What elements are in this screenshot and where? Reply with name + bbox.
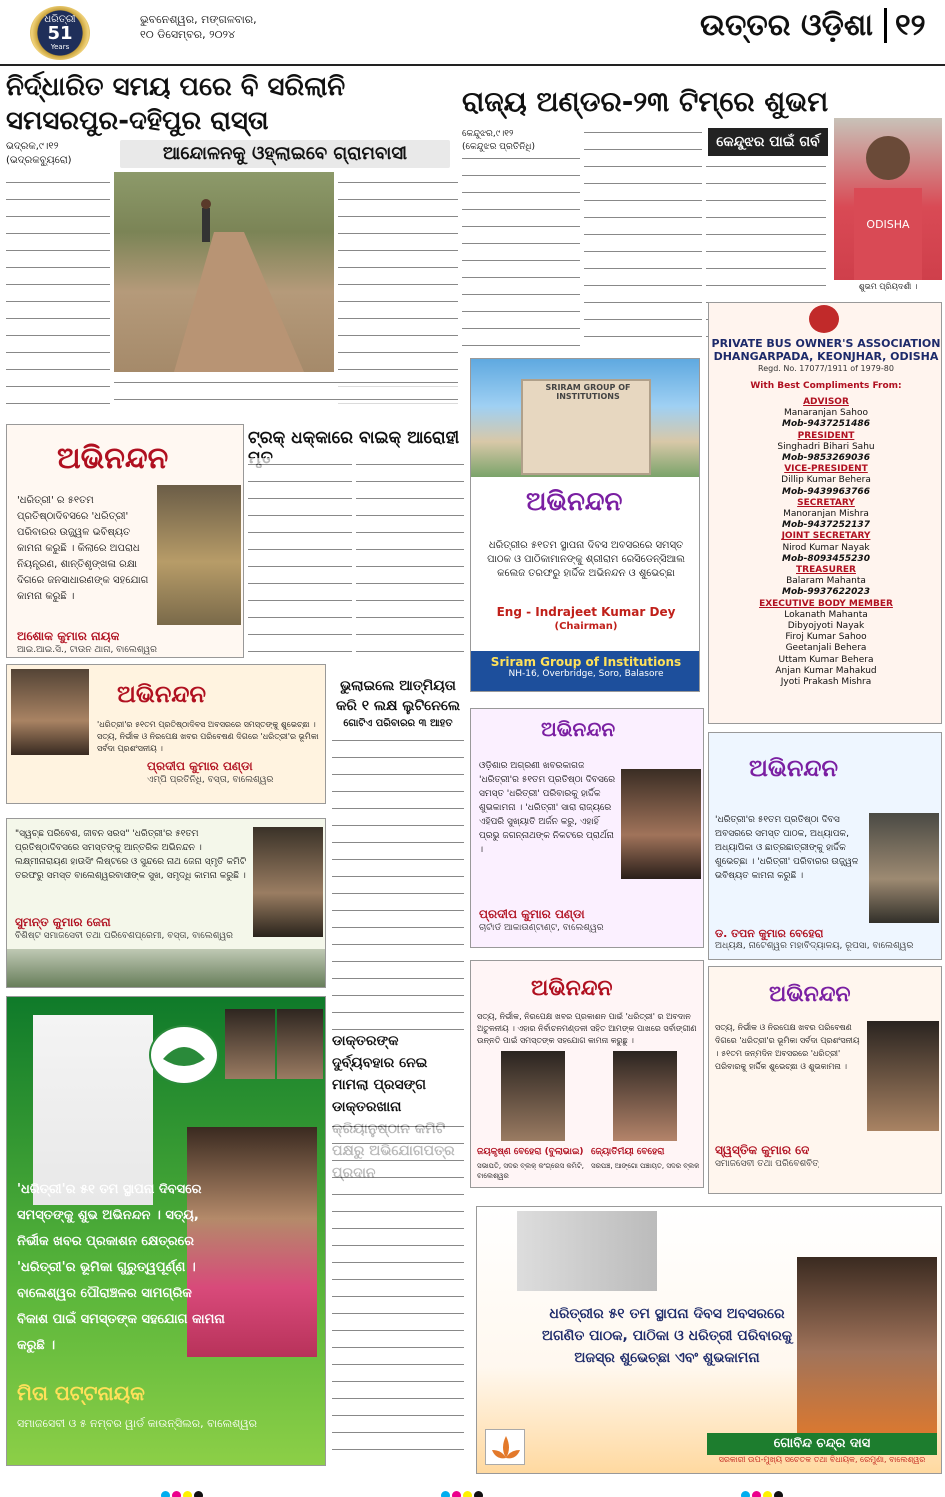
bus-row-role: VICE-PRESIDENT — [784, 464, 868, 475]
bus-row-name: Geetanjali Behera — [785, 643, 867, 654]
story2-player-photo — [834, 118, 942, 280]
bus-row-mob: Mob-9437252137 — [782, 520, 870, 531]
tapan-photo — [869, 813, 939, 923]
ad-jayakrushna-behera[interactable] — [470, 960, 704, 1188]
sriram-footer — [471, 651, 700, 692]
ad-mita-pattnaik[interactable] — [6, 996, 326, 1466]
story2-body-col2 — [584, 126, 702, 352]
story1-road-photo — [114, 172, 334, 372]
registration-dots-2 — [440, 1485, 484, 1497]
sriram-address: NH-16, Overbridge, Soro, Balasore — [508, 669, 664, 679]
story5-body — [332, 1120, 464, 1460]
bus-row-name: Nirod Kumar Nayak — [782, 542, 870, 553]
bus-row-mob: Mob-9439963766 — [782, 486, 870, 497]
swastik-message: ସତ୍ୟ, ନିର୍ଭୀକ ଓ ନିରପେକ୍ଷ ଖବର ପରିବେଷଣ ଦିଗରେ 'ଧରିତ୍ରୀ'ର ଭୂମିକା ସର୍ବଦା ପ୍ରଶଂସନୀୟ । ୫୧ତମ ଜନ୍ମଦିନ ଅବସରରେ 'ଧରିତ୍ରୀ' ପରିବାରକୁ ହାର୍ଦ୍ଦିକ ଶୁଭେଚ୍ଛା ଓ ଶୁଭକାମନା । — [715, 1023, 860, 1071]
bus-row-mob: Mob-9937622023 — [782, 587, 870, 598]
bus-row-name: Lokanath Mahanta — [784, 609, 868, 620]
jaya-name-1: ଜୟକୃଷ୍ଣ ବେହେରା (ବୁଲାଭାଇ) — [477, 1147, 584, 1157]
jaya-designation-1: ସଭାପତି, ସଦର ବ୍ଲକ୍ କଂଗ୍ରେସ କମିଟି, ବାଲେଶ୍ୱର — [477, 1162, 584, 1180]
jaya-designation-2: ସରପଞ୍ଚ, ଆଙ୍ଗୋ ପଞ୍ଚାୟତ, ସଦର ବ୍ଲକ — [591, 1162, 700, 1170]
jaya-photo-1 — [501, 1051, 565, 1141]
story4-body — [332, 734, 464, 1034]
story5-headline[interactable]: ଡାକ୍ତରଙ୍କ ଦୁର୍ବ୍ୟବହାର ନେଇ ମାମଲା ପ୍ରସଙ୍ଗ ଡାକ୍ତରଖାନା — [332, 1033, 428, 1115]
swastik-abhinandan: ଅଭିନନ୍ଦନ — [769, 981, 851, 1007]
story1-headline[interactable]: ନିର୍ଦ୍ଧାରିତ ସମୟ ପରେ ବି ସରିଲାନି ସମସରପୁର-ଦହିପୁର ରାସ୍ତା — [6, 72, 346, 136]
police-name: ଅଶୋକ କୁମାର ନାୟକ — [17, 629, 120, 643]
panda-name: ପ୍ରଦୀପ କୁମାର ପଣ୍ଡା — [147, 759, 253, 773]
bus-row-role: JOINT SECRETARY — [781, 531, 871, 542]
dateline — [140, 12, 300, 42]
conch-icon — [151, 1027, 217, 1083]
ad-swastik-dey[interactable] — [708, 966, 942, 1194]
lotus-symbol-icon — [486, 1430, 525, 1465]
govinda-name: ଗୋବିନ୍ଦ ଚନ୍ଦ୍ର ଦାସ — [707, 1433, 937, 1455]
story2-photo-caption: ଶୁଭମ ପ୍ରିୟଦର୍ଶୀ । — [858, 282, 918, 291]
bus-row-name: Manoranjan Mishra — [783, 509, 869, 520]
govinda-message: ଧରିତ୍ରୀର ୫୧ ତମ ସ୍ଥାପନା ଦିବସ ଅବସରରେ ଅଗଣିତ ପାଠକ, ପାଠିକା ଓ ଧରିତ୍ରୀ ପରିବାରକୁ ଅଜସ୍ର ଶୁଭେଚ୍ଛା ଏବଂ ଶୁଭକାମନା — [541, 1306, 793, 1366]
tapan-abhinandan: ଅଭିନନ୍ଦନ — [749, 753, 838, 782]
ad-bus-association[interactable] — [708, 302, 942, 724]
swastik-photo — [867, 1021, 939, 1131]
jaya-photo-2 — [613, 1051, 677, 1141]
cyan-dot-icon — [161, 1491, 170, 1497]
sumanta-photo — [253, 827, 323, 937]
pradeep-designation: ଚାର୍ଟାର୍ଡ ଆକାଉଣ୍ଟାଣ୍ଟ, ବାଲେଶ୍ୱର — [479, 923, 604, 933]
bus-row-name: Balaram Mahanta — [786, 576, 866, 587]
bus-row-role: PRESIDENT — [797, 430, 855, 441]
sumanta-name: ସୁମନ୍ତ କୁମାର ଜେନା — [15, 915, 111, 929]
bus-row-name: Uttam Kumar Behera — [778, 654, 874, 665]
tapan-designation: ଅଧ୍ୟକ୍ଷ, ନାଟେଶ୍ୱର ମହାବିଦ୍ୟାଳୟ, ରୂପସା, ବାଲେଶ୍ୱର — [715, 941, 914, 951]
pradeep-abhinandan: ଅଭିନନ୍ଦନ — [541, 717, 616, 741]
section-title: ଉତ୍ତର ଓଡ଼ିଶା — [700, 8, 874, 43]
story2-dateline-bureau: (କେନ୍ଦୁଝର ପ୍ରତିନିଧି) — [462, 142, 536, 152]
bus-row-name: Manaranjan Sahoo — [784, 408, 868, 419]
mita-designation: ସମାଜସେବୀ ଓ ୫ ନମ୍ବର ୱାର୍ଡ କାଉନ୍‌ସିଲର, ବାଲେଶ୍ୱର — [17, 1417, 257, 1430]
panda-photo — [11, 669, 89, 755]
party-member-photo-2 — [277, 1009, 323, 1079]
story1-dateline-bureau: (ଭଦ୍ରକବ୍ୟୁରୋ) — [6, 155, 72, 166]
bus-row-mob: Mob-9853269036 — [782, 453, 870, 464]
ad-police-officer[interactable] — [6, 424, 244, 658]
swastik-name: ସ୍ୱସ୍ତିକ କୁମାର ଦେ — [715, 1143, 810, 1157]
govinda-designation: ସରକାରୀ ଉପ-ମୁଖ୍ୟ ସଚେତକ ତଥା ବିଧାୟକ, ରେମୁଣା, ବାଲେଶ୍ୱର — [718, 1455, 926, 1464]
govinda-photo — [797, 1257, 937, 1447]
story2-tag: କେନ୍ଦୁଝର ପାଇଁ ଗର୍ବ — [708, 128, 828, 156]
black-dot-icon — [194, 1491, 203, 1497]
ad-pradeep-panda-bjp[interactable] — [6, 664, 326, 804]
bus-row-name: Singhadri Bihari Sahu — [777, 441, 875, 452]
magenta-dot-icon — [172, 1491, 181, 1497]
story3-body-col1 — [248, 458, 352, 654]
forest-image — [7, 949, 326, 988]
black-dot-icon — [774, 1491, 783, 1497]
sriram-campus-photo — [471, 359, 700, 477]
black-dot-icon — [474, 1491, 483, 1497]
ad-pradeep-ca[interactable] — [470, 708, 704, 948]
bus-row-name: Dillip Kumar Behera — [781, 475, 871, 486]
ad-sriram-group[interactable] — [470, 358, 700, 692]
party-member-photo-1 — [225, 1009, 275, 1079]
logo-number: 51 — [47, 23, 73, 44]
sumanta-message: "ସ୍ୱଚ୍ଛ ପରିବେଶ, ଜୀବନ ସରସ" 'ଧରିତ୍ରୀ'ର ୫୧ତମ ପ୍ରତିଷ୍ଠାଦିବସରେ ସମସ୍ତଙ୍କୁ ଆନ୍ତରିକ ଅଭିନନ୍ଦନ । ଲକ୍ଷ୍ମୀନାରାୟଣ ହାଉସିଂ ଲିଷ୍ଟରେ ଓ ସୁନ୍ଦରେ ନାଥ ଜେନା ସ୍ମୃତି କମିଟି ତରଫରୁ ସମସ୍ତ ବାଲେଶ୍ୱରବାସୀଙ୍କ ସୁଖ, ସମୃଦ୍ଧି କାମନା କରୁଛି । — [15, 829, 247, 881]
sumanta-designation: ବିଶିଷ୍ଟ ସମାଜସେବୀ ତଥା ପରିବେଶପ୍ରେମୀ, ବସ୍ତା, ବାଲେଶ୍ୱର — [15, 931, 233, 941]
svg-text:ODISHA: ODISHA — [866, 218, 910, 231]
sriram-building-name: SRIRAM GROUP OF INSTITUTIONS — [545, 383, 631, 401]
bus-title: PRIVATE BUS OWNER'S ASSOCIATION — [711, 337, 941, 350]
sriram-org: Sriram Group of Institutions — [490, 655, 682, 669]
bus-row-mob: Mob-9437251486 — [782, 419, 870, 430]
bus-row-role: ADVISOR — [803, 397, 849, 407]
story3-headline[interactable]: ଟ୍ରକ୍ ଧକ୍କାରେ ବାଇକ୍ ଆରୋହୀ — [248, 428, 460, 448]
story1-body-col1 — [6, 176, 110, 416]
story4-headline[interactable]: ଭୁଲାଇଲେ ଆତ୍ମିୟତା କରି ୧ ଲକ୍ଷ ଲୁଟିନେଲେ — [335, 678, 461, 714]
bus-compliments: With Best Compliments From: — [750, 381, 902, 391]
police-officer-photo — [157, 485, 241, 625]
story1-body-bottom — [114, 376, 458, 416]
story2-dateline — [462, 128, 535, 154]
sriram-building — [521, 379, 651, 475]
newspaper-logo — [30, 6, 90, 60]
road-photo-icon — [114, 172, 334, 372]
bus-row-name: Firoj Kumar Sahoo — [785, 632, 867, 643]
yellow-dot-icon — [463, 1491, 472, 1497]
police-designation: ଆଇ.ଆଇ.ସି., ଟାଉନ ଥାନା, ବାଲେଶ୍ୱର — [17, 645, 158, 655]
masthead — [0, 0, 945, 66]
sriram-message: ଧରିତ୍ରୀର ୫୧ତମ ସ୍ଥାପନା ଦିବସ ଅବସରରେ ସମସ୍ତ ପାଠକ ଓ ପାଠିକାମାନଙ୍କୁ ଶ୍ରୀରାମ ରେସିଡେନ୍ସିଆଲ କଲେଜ ତରଫରୁ ହାର୍ଦ୍ଦିକ ଅଭିନନ୍ଦନ ଓ ଶୁଭେଚ୍ଛା — [487, 540, 685, 579]
yellow-dot-icon — [183, 1491, 192, 1497]
bus-row-role: TREASURER — [796, 565, 856, 576]
dateline-line2: ୧୦ ଡିସେମ୍ବର, ୨୦୨୪ — [140, 28, 236, 41]
police-message: 'ଧରିତ୍ରୀ' ର ୫୧ତମ ପ୍ରତିଷ୍ଠାଦିବସରେ 'ଧରିତ୍ରୀ' ପରିବାରର ଉଜ୍ଜ୍ୱଳ ଭବିଷ୍ୟତ କାମନା କରୁଛି । କିଲାରେ ଅପରାଧ ନିୟନ୍ତ୍ରଣ, ଶାନ୍ତିଶୃଙ୍ଖଳା ରକ୍ଷା ଦିଗରେ ଜନସାଧାରଣଙ୍କ ସହଯୋଗ କାମନା କରୁଛି । — [17, 495, 149, 602]
logo-top-text: ଧରିତ୍ରୀ — [44, 14, 76, 25]
bus-row-mob: Mob-8093455230 — [782, 553, 870, 564]
party-logo-icon — [149, 1025, 219, 1085]
bus-row-name: Anjan Kumar Mahakud — [775, 665, 877, 676]
cyan-dot-icon — [441, 1491, 450, 1497]
bus-row-name: Dibyojyoti Nayak — [787, 621, 865, 632]
cyan-dot-icon — [741, 1491, 750, 1497]
ad-sumanta-jena[interactable] — [6, 818, 326, 988]
yellow-dot-icon — [763, 1491, 772, 1497]
story3-body-col2 — [356, 458, 464, 654]
page-number: ୧୨ — [884, 8, 926, 43]
lotus-icon — [485, 1429, 525, 1465]
registration-dots-3 — [740, 1485, 784, 1497]
bus-row-role: EXECUTIVE BODY MEMBER — [759, 598, 893, 609]
jaya-name-2: ଜ୍ୟୋତିର୍ମୟୀ ବେହେରା — [591, 1147, 665, 1157]
bus-association-logo-icon — [809, 305, 839, 333]
pradeep-photo — [621, 769, 701, 879]
story1-dateline — [6, 140, 72, 168]
panda-designation: ଏମ୍‌ପି ପ୍ରତିନିଧି, ବସ୍ତା, ବାଲେଶ୍ୱର — [147, 775, 274, 785]
mita-message: 'ଧରିତ୍ରୀ'ର ୫୧ ତମ ସ୍ଥାପନା ଦିବସରେ ସମସ୍ତଙ୍କୁ ଶୁଭ ଅଭିନନ୍ଦନ । ସତ୍ୟ, ନିର୍ଭୀକ ଖବର ପ୍ରକାଶନ କ୍ଷେତ୍ରରେ 'ଧରିତ୍ରୀ'ର ଭୂମିକା ଗୁରୁତ୍ୱପୂର୍ଣ୍ଣ । ବାଲେଶ୍ୱର ପୌରାଞ୍ଚଳର ସାମଗ୍ରିକ ବିକାଶ ପାଇଁ ସମସ୍ତଙ୍କ ସହଯୋଗ କାମନା କରୁଛି । — [17, 1182, 225, 1353]
police-abhinandan: ଅଭିନନ୍ଦନ — [57, 441, 169, 476]
panda-abhinandan: ଅଭିନନ୍ଦନ — [117, 679, 206, 708]
bus-row-role: SECRETARY — [797, 497, 855, 508]
pradeep-name: ପ୍ରଦୀପ କୁମାର ପଣ୍ଡା — [479, 907, 585, 921]
sriram-abhinandan: ଅଭିନନ୍ଦନ — [526, 487, 623, 517]
dateline-line1: ଭୁବନେଶ୍ୱର, ମଙ୍ଗଳବାର, — [140, 13, 257, 26]
bus-member-list — [739, 397, 913, 688]
pradeep-message: ଓଡ଼ିଶାର ଅଗ୍ରଣୀ ଖବରକାଗଜ 'ଧରିତ୍ରୀ'ର ୫୧ତମ ପ୍ରତିଷ୍ଠା ଦିବସରେ ସମସ୍ତ 'ଧରିତ୍ରୀ' ପରିବାରକୁ ହାର୍ଦ୍ଦିକ ଶୁଭକାମନା । 'ଧରିତ୍ରୀ' ସାରା ରାଜ୍ୟରେ ଏହିପରି ସୁଖ୍ୟାତି ଅର୍ଜନ କରୁ, ଏହାହିଁ ପ୍ରଭୁ ଜଗନ୍ନାଥଙ୍କ ନିକଟରେ ପ୍ରାର୍ଥନା । — [479, 761, 616, 855]
story4-subhead: ଗୋଟିଏ ପରିବାରର ୩ ଆହତ — [343, 718, 453, 729]
swastik-designation: ସମାଜସେବୀ ତଥା ପରିବେଶବିତ୍ — [715, 1159, 819, 1169]
print-registration-marks — [0, 1482, 945, 1497]
bus-row-name: Jyoti Prakash Mishra — [780, 677, 872, 688]
sriram-chairman-name: Eng - Indrajeet Kumar Dey — [496, 605, 676, 619]
ad-tapan-behera[interactable] — [708, 732, 942, 960]
story2-headline[interactable]: ରାଜ୍ୟ ଅଣ୍ଡର-୨୩ ଟିମ୍‌ରେ ଶୁଭମ — [462, 85, 829, 118]
sriram-chairman-title: (Chairman) — [554, 621, 618, 632]
jaya-abhinandan: ଅଭିନନ୍ଦନ — [531, 975, 613, 1001]
tapan-name: ଡ. ତପନ କୁମାର ବେହେରା — [715, 927, 824, 940]
bus-place: DHANGARPADA, KEONJHAR, ODISHA — [713, 350, 939, 363]
magenta-dot-icon — [452, 1491, 461, 1497]
logo-years: Years — [50, 43, 70, 51]
story1-dateline-place: ଭଦ୍ରକ,୯।୧୨ — [6, 141, 59, 152]
story1-subhead: ଆନ୍ଦୋଳନକୁ ଓହ୍ଲାଇବେ ଗ୍ରାମବାସୀ — [120, 140, 450, 168]
story2-dateline-place: କେନ୍ଦୁଝର,୯।୧୨ — [462, 129, 514, 139]
mita-name: ମିତା ପଟ୍ଟନାୟକ — [17, 1381, 145, 1405]
magenta-dot-icon — [752, 1491, 761, 1497]
player-photo-icon — [834, 118, 942, 280]
registration-dots-1 — [160, 1485, 204, 1497]
tapan-message: 'ଧରିତ୍ରୀ'ର ୫୧ତମ ପ୍ରତିଷ୍ଠା ଦିବସ ଅବସରରେ ସମସ୍ତ ପାଠକ, ଅଧ୍ୟାପକ, ଅଧ୍ୟାପିକା ଓ ଛାତ୍ରଛାତ୍ରୀଙ୍କୁ ହାର୍ଦ୍ଦିକ ଶୁଭେଚ୍ଛା । 'ଧରିତ୍ରୀ' ପରିବାରର ଉଜ୍ଜ୍ୱଳ ଭବିଷ୍ୟତ କାମନା କରୁଛି । — [715, 815, 859, 881]
panda-message: 'ଧରିତ୍ରୀ'ର ୫୧ତମ ପ୍ରତିଷ୍ଠାଦିବସ ଅବସରରେ ସମସ୍ତଙ୍କୁ ଶୁଭେଚ୍ଛା । ସତ୍ୟ, ନିର୍ଭୀକ ଓ ନିରପେକ୍ଷ ଖବର ପରିବେଷଣ ଦିଗରେ 'ଧରିତ୍ରୀ'ର ଭୂମିକା ସର୍ବଦା ପ୍ରଶଂସନୀୟ । — [97, 720, 319, 753]
story2-body-col1 — [462, 152, 580, 352]
ad-govinda-das[interactable] — [476, 1206, 942, 1474]
jaya-message: ସତ୍ୟ, ନିର୍ଭୀକ, ନିରପେକ୍ଷ ଖବର ପ୍ରକାଶନ ପାଇଁ 'ଧରିତ୍ରୀ' ର ଅବଦାନ ଅତୁଳନୀୟ । ଏହାର ନିର୍ବାଚନମଣ୍ଡଳୀ ସହିତ ଆମଙ୍କ ପାଖରେ ସର୍ବାଙ୍ଗୀଣ ଉନ୍ନତି ପାଇଁ ସମସ୍ତଙ୍କ ସହଯୋଗ କାମନା କରୁଛୁ । — [477, 1012, 697, 1045]
bus-regd: Regd. No. 17077/1911 of 1979-80 — [758, 364, 894, 373]
leaders-photos — [517, 1211, 657, 1291]
